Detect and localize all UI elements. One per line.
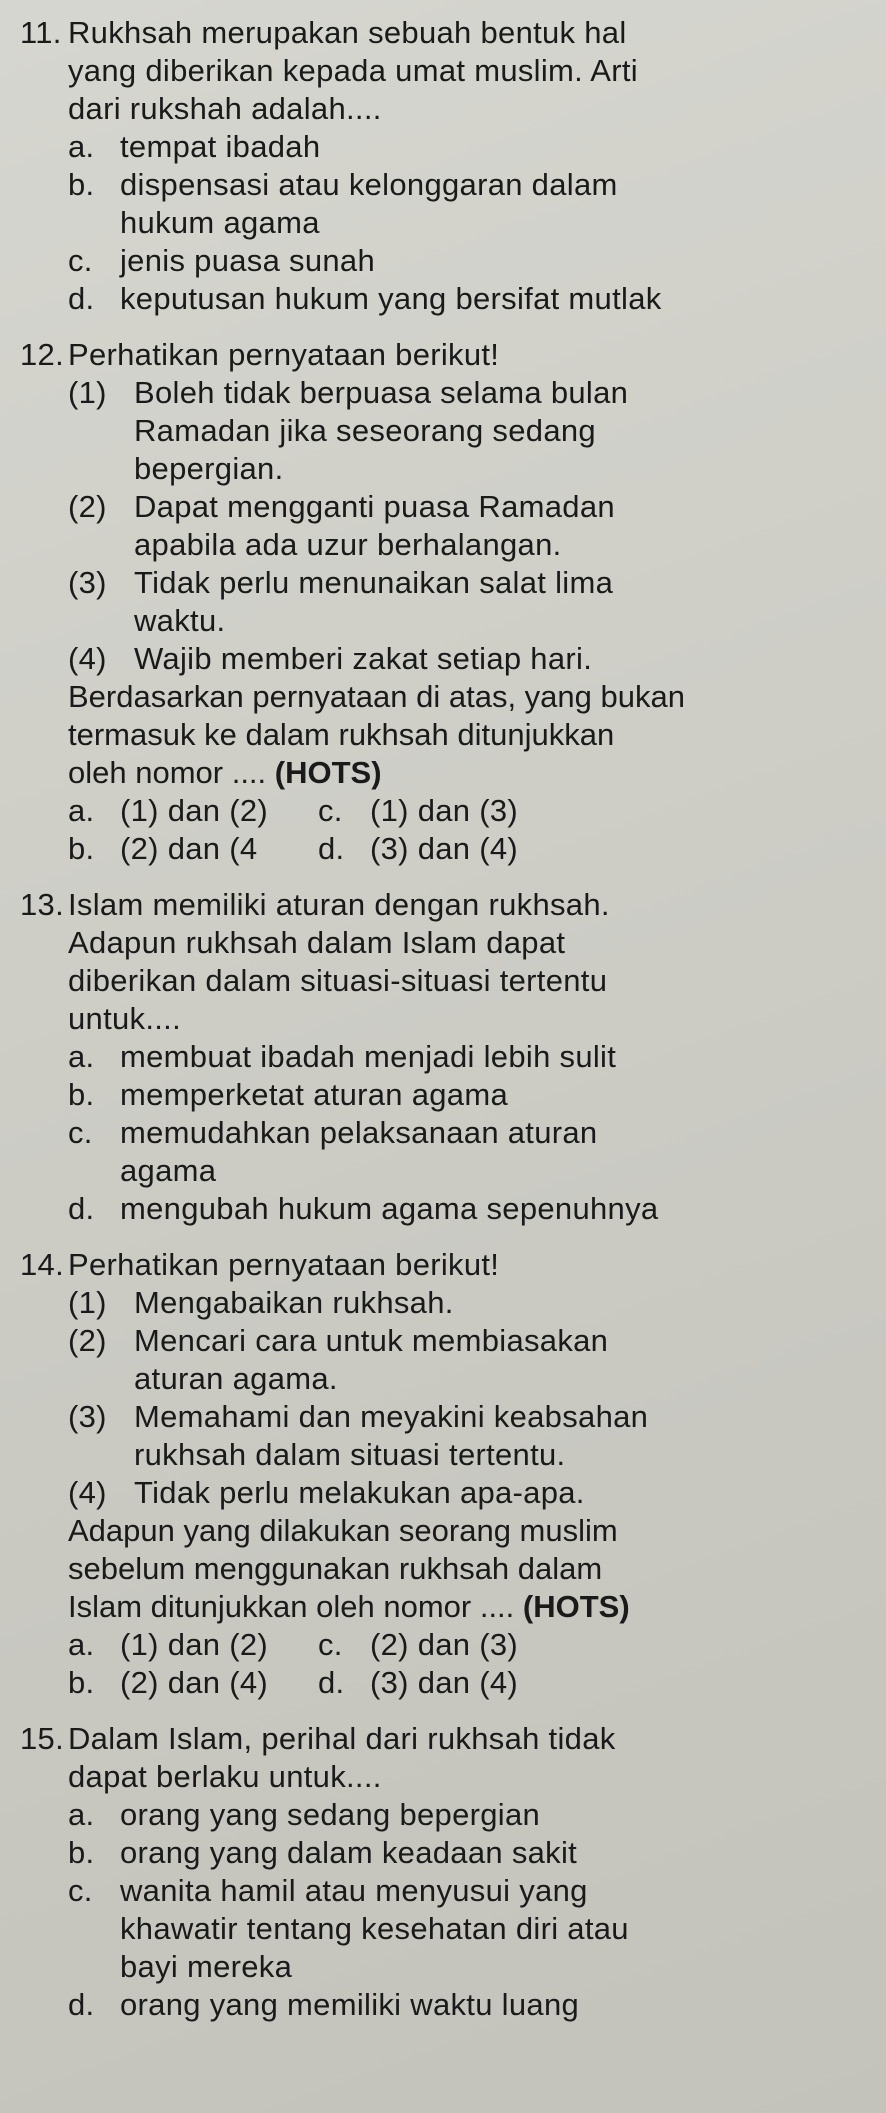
- question-number: 12.: [20, 337, 64, 372]
- hots-tag: (HOTS): [274, 755, 382, 790]
- prompt-line: [68, 1588, 872, 1626]
- option-b[interactable]: [68, 1664, 318, 1702]
- option-letter: d.: [68, 1191, 95, 1226]
- option-letter: d.: [68, 281, 95, 316]
- option-text: agama: [120, 1153, 217, 1188]
- option-letter: d.: [318, 1665, 345, 1700]
- option-text: memudahkan pelaksanaan aturan: [120, 1115, 598, 1150]
- option-letter: a.: [68, 793, 95, 828]
- option-letter: a.: [68, 1039, 95, 1074]
- option-letter: c.: [318, 793, 343, 828]
- question-line: dapat berlaku untuk....: [68, 1759, 382, 1794]
- prompt-line: Adapun yang dilakukan seorang muslim: [68, 1513, 618, 1548]
- option-text: khawatir tentang kesehatan diri atau: [120, 1911, 629, 1946]
- statement-text: Ramadan jika seseorang sedang: [134, 413, 596, 448]
- option-a[interactable]: [68, 1796, 872, 1834]
- option-b[interactable]: [68, 830, 318, 868]
- option-letter: b.: [68, 167, 95, 202]
- option-text: hukum agama: [120, 205, 320, 240]
- question-11: [20, 14, 872, 318]
- option-a[interactable]: [68, 128, 872, 166]
- option-letter: c.: [68, 243, 93, 278]
- option-grid: [68, 792, 872, 868]
- option-text: orang yang sedang bepergian: [120, 1797, 541, 1832]
- option-text: dispensasi atau kelonggaran dalam: [120, 167, 618, 202]
- option-b[interactable]: [68, 1834, 872, 1872]
- statement-text: Boleh tidak berpuasa selama bulan: [134, 375, 629, 410]
- option-text: (3) dan (4): [370, 1665, 519, 1700]
- statement-4: [68, 640, 872, 678]
- question-12: [20, 336, 872, 868]
- prompt-text: Islam ditunjukkan oleh nomor ....: [68, 1589, 523, 1624]
- hots-tag: (HOTS): [522, 1589, 630, 1624]
- statement-text: rukhsah dalam situasi tertentu.: [134, 1437, 566, 1472]
- option-grid: [68, 1626, 872, 1702]
- question-15: [20, 1720, 872, 2024]
- statement-text: Wajib memberi zakat setiap hari.: [134, 641, 593, 676]
- worksheet-page: [20, 14, 872, 2042]
- prompt-line: termasuk ke dalam rukhsah ditunjukkan: [68, 717, 615, 752]
- option-b[interactable]: [68, 1076, 872, 1114]
- statement-text: waktu.: [134, 603, 226, 638]
- question-number: 11.: [20, 15, 62, 50]
- option-text: (1) dan (2): [120, 1627, 269, 1662]
- prompt-line: Berdasarkan pernyataan di atas, yang bukan: [68, 679, 685, 714]
- question-number: 14.: [20, 1247, 64, 1282]
- question-line: Dalam Islam, perihal dari rukhsah tidak: [68, 1721, 616, 1756]
- option-b[interactable]: [68, 166, 872, 242]
- statement-number: (2): [68, 1323, 107, 1358]
- statement-text: Mengabaikan rukhsah.: [134, 1285, 454, 1320]
- option-text: orang yang memiliki waktu luang: [120, 1987, 580, 2022]
- question-line: yang diberikan kepada umat muslim. Arti: [68, 53, 638, 88]
- option-letter: c.: [68, 1873, 93, 1908]
- option-text: bayi mereka: [120, 1949, 293, 1984]
- statement-text: Memahami dan meyakini keabsahan: [134, 1399, 649, 1434]
- statement-1: [68, 374, 872, 488]
- option-letter: b.: [68, 1665, 95, 1700]
- option-text: (1) dan (3): [370, 793, 519, 828]
- statement-2: [68, 1322, 872, 1398]
- option-d[interactable]: [68, 1986, 872, 2024]
- option-letter: d.: [68, 1987, 95, 2022]
- option-c[interactable]: [68, 1872, 872, 1986]
- question-line: Islam memiliki aturan dengan rukhsah.: [68, 887, 610, 922]
- statement-number: (4): [68, 1475, 107, 1510]
- question-line: Perhatikan pernyataan berikut!: [68, 1247, 500, 1282]
- option-letter: b.: [68, 831, 95, 866]
- option-text: orang yang dalam keadaan sakit: [120, 1835, 578, 1870]
- option-a[interactable]: [68, 1038, 872, 1076]
- option-a[interactable]: [68, 792, 318, 830]
- option-letter: d.: [318, 831, 345, 866]
- statement-number: (4): [68, 641, 107, 676]
- statement-text: apabila ada uzur berhalangan.: [134, 527, 562, 562]
- statement-number: (3): [68, 1399, 107, 1434]
- statement-text: Dapat mengganti puasa Ramadan: [134, 489, 615, 524]
- question-prompt: [68, 1512, 872, 1626]
- question-14: [20, 1246, 872, 1702]
- option-text: memperketat aturan agama: [120, 1077, 509, 1112]
- option-d[interactable]: [68, 1190, 872, 1228]
- question-number: 13.: [20, 887, 64, 922]
- option-a[interactable]: [68, 1626, 318, 1664]
- question-line: Perhatikan pernyataan berikut!: [68, 337, 500, 372]
- option-letter: a.: [68, 129, 95, 164]
- question-line: dari rukshah adalah....: [68, 91, 382, 126]
- option-d[interactable]: [68, 280, 872, 318]
- option-text: mengubah hukum agama sepenuhnya: [120, 1191, 659, 1226]
- question-line: untuk....: [68, 1001, 181, 1036]
- statement-number: (1): [68, 375, 107, 410]
- statement-text: Mencari cara untuk membiasakan: [134, 1323, 609, 1358]
- option-c[interactable]: [68, 242, 872, 280]
- statement-text: Tidak perlu menunaikan salat lima: [134, 565, 614, 600]
- statement-1: [68, 1284, 872, 1322]
- option-letter: a.: [68, 1797, 95, 1832]
- option-d[interactable]: [318, 1664, 872, 1702]
- statement-text: bepergian.: [134, 451, 284, 486]
- option-text: keputusan hukum yang bersifat mutlak: [120, 281, 662, 316]
- prompt-line: sebelum menggunakan rukhsah dalam: [68, 1551, 603, 1586]
- statement-4: [68, 1474, 872, 1512]
- option-text: (2) dan (3): [370, 1627, 519, 1662]
- option-text: (1) dan (2): [120, 793, 269, 828]
- statement-number: (2): [68, 489, 107, 524]
- statement-text: aturan agama.: [134, 1361, 338, 1396]
- statement-3: [68, 1398, 872, 1474]
- option-d[interactable]: [318, 830, 872, 868]
- question-line: diberikan dalam situasi-situasi tertentu: [68, 963, 608, 998]
- prompt-text: oleh nomor ....: [68, 755, 275, 790]
- statement-number: (1): [68, 1285, 107, 1320]
- option-letter: b.: [68, 1077, 95, 1112]
- option-text: (2) dan (4): [120, 1665, 269, 1700]
- option-text: (2) dan (4: [120, 831, 258, 866]
- question-line: Adapun rukhsah dalam Islam dapat: [68, 925, 566, 960]
- option-letter: a.: [68, 1627, 95, 1662]
- question-prompt: [68, 678, 872, 792]
- option-c[interactable]: [318, 792, 872, 830]
- option-text: jenis puasa sunah: [120, 243, 376, 278]
- option-letter: c.: [318, 1627, 343, 1662]
- option-text: wanita hamil atau menyusui yang: [120, 1873, 588, 1908]
- option-c[interactable]: [68, 1114, 872, 1190]
- option-letter: c.: [68, 1115, 93, 1150]
- option-c[interactable]: [318, 1626, 872, 1664]
- statement-number: (3): [68, 565, 107, 600]
- option-text: (3) dan (4): [370, 831, 519, 866]
- question-number: 15.: [20, 1721, 64, 1756]
- question-13: [20, 886, 872, 1228]
- option-text: tempat ibadah: [120, 129, 321, 164]
- statement-text: Tidak perlu melakukan apa-apa.: [134, 1475, 585, 1510]
- option-text: membuat ibadah menjadi lebih sulit: [120, 1039, 617, 1074]
- statement-3: [68, 564, 872, 640]
- question-line: Rukhsah merupakan sebuah bentuk hal: [68, 15, 627, 50]
- question-text: [68, 14, 872, 128]
- statement-2: [68, 488, 872, 564]
- option-letter: b.: [68, 1835, 95, 1870]
- prompt-line: [68, 754, 872, 792]
